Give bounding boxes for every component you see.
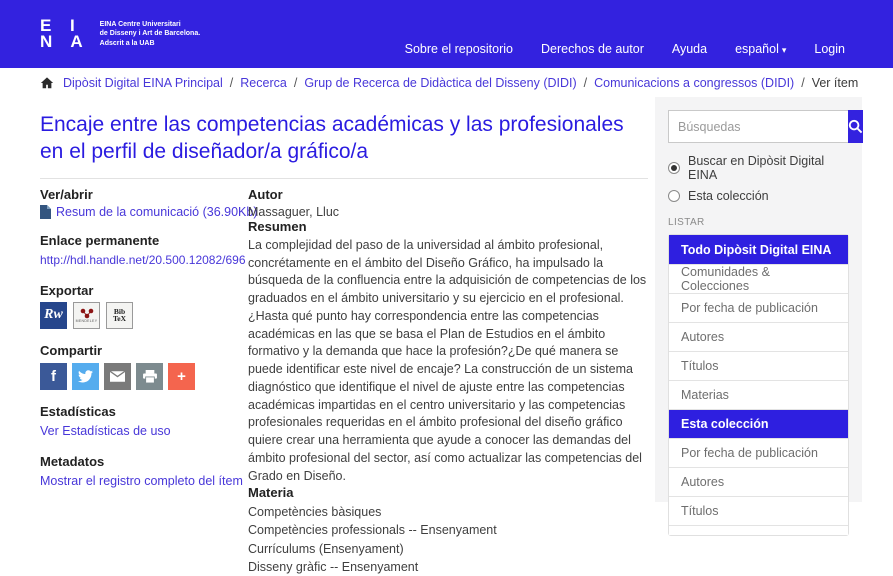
twitter-icon xyxy=(78,370,93,383)
email-share-button[interactable] xyxy=(104,363,131,390)
app-header xyxy=(0,0,893,68)
breadcrumb-link-recerca[interactable]: Recerca xyxy=(240,75,287,90)
breadcrumb-separator: / xyxy=(293,75,298,90)
browse-all-header[interactable]: Todo Dipòsit Digital EINA xyxy=(669,235,848,264)
browse-by-author[interactable]: Autores xyxy=(669,322,848,351)
subject-value: Disseny gràfic -- Ensenyament xyxy=(248,559,419,574)
item-description-column xyxy=(248,187,648,576)
browse-section-label: LISTAR xyxy=(668,217,705,228)
subject-value: Competències bàsiques xyxy=(248,505,382,520)
page-content xyxy=(0,97,893,574)
nav-about-repository[interactable]: Sobre el repositorio xyxy=(404,42,514,56)
printer-icon xyxy=(143,370,157,383)
subject-value: Currículums (Ensenyament) xyxy=(248,541,404,556)
top-navigation xyxy=(405,42,893,68)
breadcrumb-current: Ver ítem xyxy=(811,75,859,90)
browse-collection-header[interactable]: Esta colección xyxy=(669,409,848,438)
facebook-icon: f xyxy=(51,367,56,385)
breadcrumb xyxy=(0,68,893,97)
statistics-label: Estadísticas xyxy=(40,403,116,419)
file-download-link[interactable]: Resum de la comunicació (36.90Kb) xyxy=(56,204,258,219)
browse-list-clipped-row xyxy=(669,525,848,535)
home-icon[interactable] xyxy=(40,76,54,90)
author-label: Autor xyxy=(248,186,283,202)
search-input[interactable] xyxy=(668,110,848,143)
subject-list xyxy=(248,503,648,576)
metadata-label: Metadatos xyxy=(40,453,105,469)
item-view xyxy=(40,97,648,576)
mendeley-export-icon[interactable]: MENDELEY xyxy=(73,302,100,329)
facebook-share-button[interactable] xyxy=(40,363,67,390)
search-button[interactable] xyxy=(848,110,863,143)
nav-login[interactable]: Login xyxy=(814,42,845,56)
breadcrumb-separator: / xyxy=(229,75,234,90)
browse-list xyxy=(668,234,849,536)
scope-radio-collection[interactable]: Esta colección xyxy=(668,189,849,203)
permalink-url[interactable]: http://hdl.handle.net/20.500.12082/696 xyxy=(40,252,246,267)
abstract-label: Resumen xyxy=(248,218,307,234)
author-value: Massaguer, Lluc xyxy=(248,204,340,219)
envelope-icon xyxy=(110,371,125,382)
view-open-label: Ver/abrir xyxy=(40,186,93,202)
more-share-button[interactable] xyxy=(168,363,195,390)
item-tools-column xyxy=(40,186,258,576)
permalink-label: Enlace permanente xyxy=(40,232,160,248)
eina-logo-letters: E I N A xyxy=(40,15,90,51)
browse-communities-collections[interactable]: Comunidades & Colecciones xyxy=(669,264,848,293)
full-record-link[interactable]: Mostrar el registro completo del ítem xyxy=(40,473,243,488)
mendeley-dots-icon xyxy=(79,308,95,319)
bibtex-export-icon[interactable]: Bib TeX xyxy=(106,302,133,329)
subject-value: Competències professionals -- Ensenyament xyxy=(248,523,497,538)
breadcrumb-link-grup-didi[interactable]: Grup de Recerca de Didàctica del Disseny (DIDI) xyxy=(304,75,577,90)
breadcrumb-link-comunicacions[interactable]: Comunicacions a congressos (DIDI) xyxy=(594,75,795,90)
breadcrumb-link-principal[interactable]: Dipòsit Digital EINA Principal xyxy=(63,75,223,90)
browse-by-title[interactable]: Títulos xyxy=(669,351,848,380)
browse-collection-by-author[interactable]: Autores xyxy=(669,467,848,496)
nav-copyright[interactable]: Derechos de autor xyxy=(541,42,644,56)
file-icon xyxy=(40,205,51,219)
scope-radio-all[interactable]: Buscar en Dipòsit Digital EINA xyxy=(668,154,849,182)
sidebar xyxy=(655,97,862,518)
export-label: Exportar xyxy=(40,282,94,298)
nav-language-dropdown[interactable]: español ▾ xyxy=(735,42,787,56)
radio-unselected-icon xyxy=(668,190,680,202)
eina-logo-tagline: EINA Centre Universitari de Disseny i Art de Barcelona. Adscrit a la UAB xyxy=(99,21,201,47)
nav-help[interactable]: Ayuda xyxy=(671,42,708,56)
abstract-text: La complejidad del paso de la universidad al ámbito profesional, concrétamente en el ámbito del Diseño Gráfico, ha impulsado la búsqueda de la confluencia entre la adquisición de competencias de los graduados en el ámbito universitario y su ejercicio en el profesional. ¿Hasta qué punto hay correspondencia entre las competencias académicas en las que se basa el Plan de Estudios en el ámbito formativo y la demanda que hace la profesión?¿De qué manera se puede identificar este nivel de encaje? La construcción de un sistema diagnóstico que identifique el nivel de ajuste entre las competencias académicas impartidas en el centro universitario y las competencias profesionales requeridas en el ámbito profesional del diseño gráfico quiere crear una herramienta que ayude a conocer las demandas del ámbito profesional del sector, así como actualizar las competencias del Grado en Diseño. xyxy=(248,237,647,483)
browse-by-subject[interactable]: Materias xyxy=(669,380,848,409)
print-share-button[interactable] xyxy=(136,363,163,390)
refworks-export-icon[interactable]: Rw xyxy=(40,302,67,329)
subject-label: Materia xyxy=(248,485,294,501)
chevron-down-icon: ▾ xyxy=(781,45,787,55)
share-label: Compartir xyxy=(40,342,103,358)
browse-by-date[interactable]: Por fecha de publicación xyxy=(669,293,848,322)
browse-collection-by-date[interactable]: Por fecha de publicación xyxy=(669,438,848,467)
breadcrumb-separator: / xyxy=(801,75,805,90)
search-icon xyxy=(848,119,863,134)
twitter-share-button[interactable] xyxy=(72,363,99,390)
browse-collection-by-title[interactable]: Títulos xyxy=(669,496,848,525)
eina-logo[interactable] xyxy=(0,0,200,68)
radio-selected-icon xyxy=(668,162,680,174)
plus-icon: + xyxy=(177,367,186,385)
statistics-link[interactable]: Ver Estadísticas de uso xyxy=(40,423,171,438)
page-title: Encaje entre las competencias académicas y las profesionales en el perfil de diseñador/a gráfico/a xyxy=(40,113,624,163)
breadcrumb-separator: / xyxy=(583,75,588,90)
